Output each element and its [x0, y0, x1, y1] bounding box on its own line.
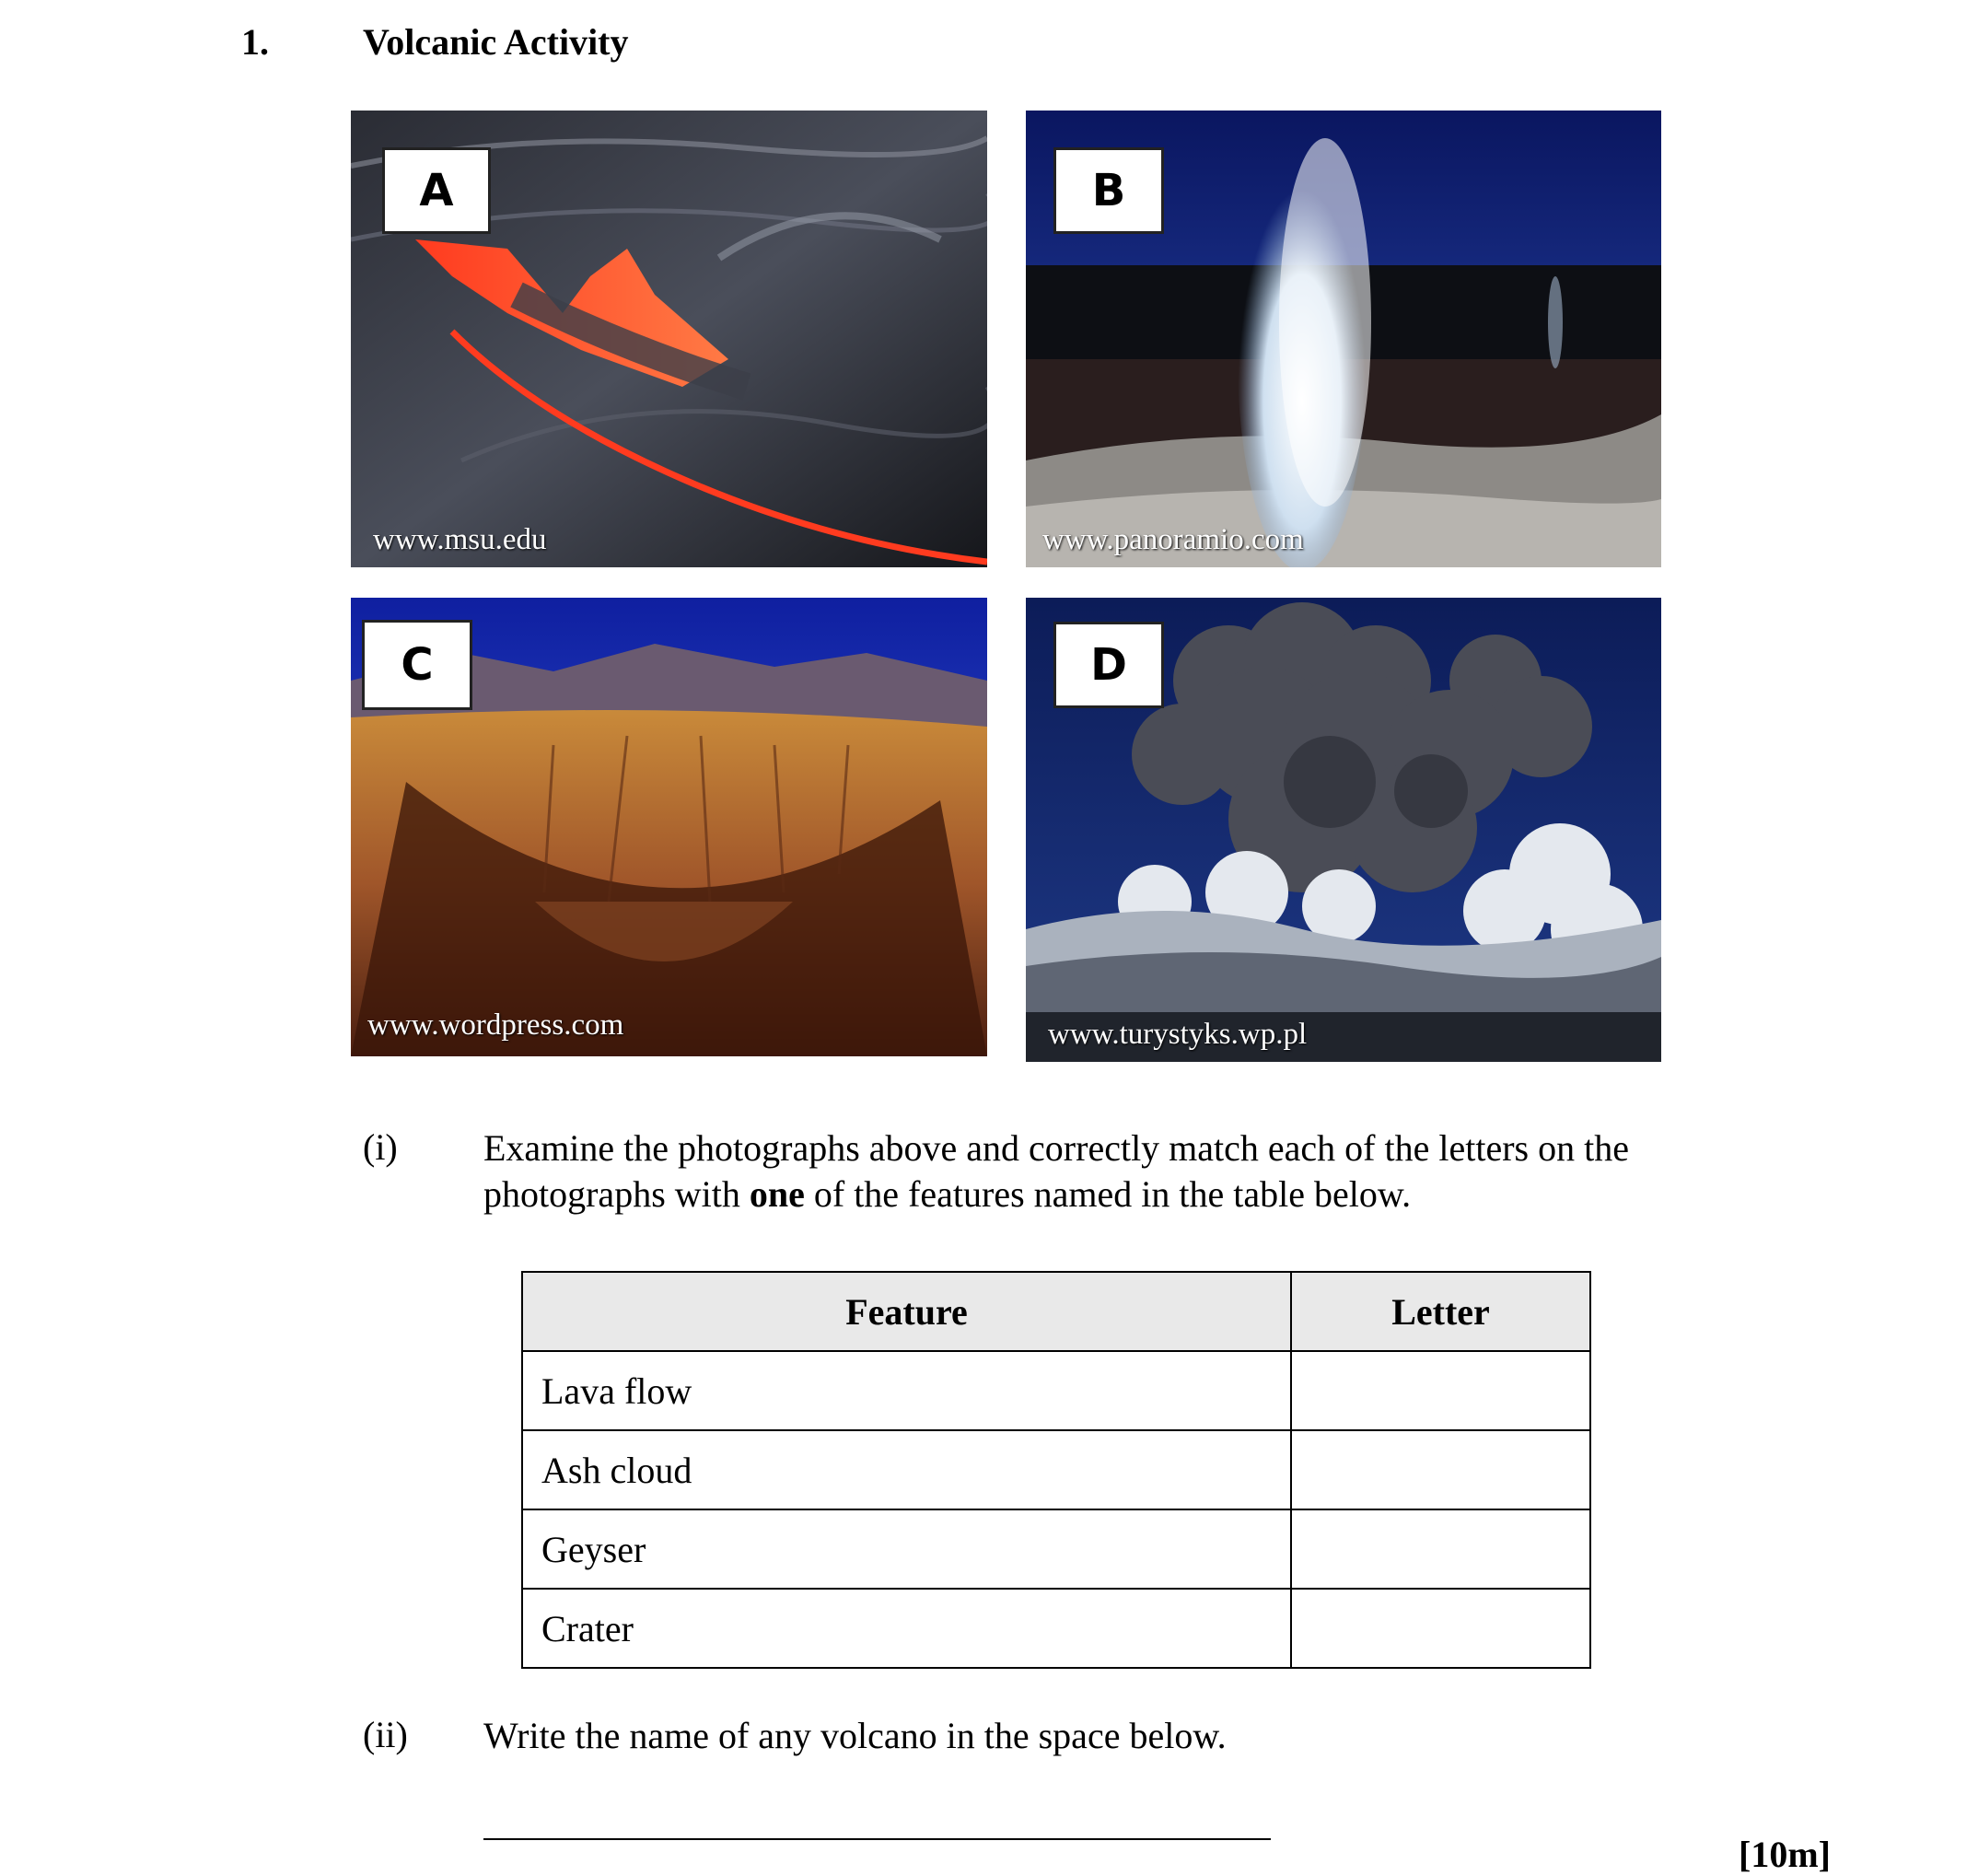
- part-i-text-after: of the features named in the table below.: [804, 1173, 1412, 1215]
- photo-label-d: D: [1053, 622, 1164, 708]
- photo-label-c: C: [362, 620, 472, 710]
- part-i-text-bold: one: [749, 1173, 805, 1215]
- photo-a-lava-flow: [351, 111, 987, 567]
- letter-answer-cell[interactable]: [1291, 1351, 1590, 1430]
- letter-answer-cell[interactable]: [1291, 1509, 1590, 1589]
- question-number: 1.: [241, 21, 269, 63]
- question-title: Volcanic Activity: [363, 21, 629, 63]
- photo-b-geyser: [1026, 111, 1661, 567]
- marks-total: [10m]: [1739, 1834, 1831, 1875]
- letter-answer-cell[interactable]: [1291, 1589, 1590, 1668]
- photo-credit-b: www.panoramio.com: [1042, 523, 1304, 556]
- photo-label-a: A: [382, 147, 491, 234]
- table-row: [522, 1351, 1590, 1430]
- photo-credit-a: www.msu.edu: [373, 523, 547, 556]
- part-i-instruction: [483, 1125, 1809, 1218]
- volcano-answer-line[interactable]: [483, 1838, 1271, 1840]
- feature-cell: Ash cloud: [522, 1430, 1291, 1509]
- feature-cell: Lava flow: [522, 1351, 1291, 1430]
- header-feature: Feature: [522, 1272, 1291, 1351]
- part-i-text-before: Examine the photographs above and correctly match each of the letters on the photographs with: [483, 1127, 1629, 1215]
- part-i-number: (i): [363, 1126, 398, 1168]
- part-ii-number: (ii): [363, 1714, 408, 1755]
- table-header-row: [522, 1272, 1590, 1351]
- table-row: [522, 1589, 1590, 1668]
- letter-answer-cell[interactable]: [1291, 1430, 1590, 1509]
- photo-d-ash-cloud: [1026, 598, 1661, 1062]
- photo-c-crater: [351, 598, 987, 1056]
- table-row: [522, 1509, 1590, 1589]
- photo-credit-c: www.wordpress.com: [367, 1008, 624, 1042]
- part-ii-instruction: Write the name of any volcano in the space below.: [483, 1715, 1227, 1756]
- feature-cell: Geyser: [522, 1509, 1291, 1589]
- feature-matching-table: [521, 1271, 1591, 1669]
- table-row: [522, 1430, 1590, 1509]
- header-letter: Letter: [1291, 1272, 1590, 1351]
- photo-credit-d: www.turystyks.wp.pl: [1048, 1018, 1308, 1051]
- photo-label-b: B: [1053, 147, 1164, 234]
- feature-cell: Crater: [522, 1589, 1291, 1668]
